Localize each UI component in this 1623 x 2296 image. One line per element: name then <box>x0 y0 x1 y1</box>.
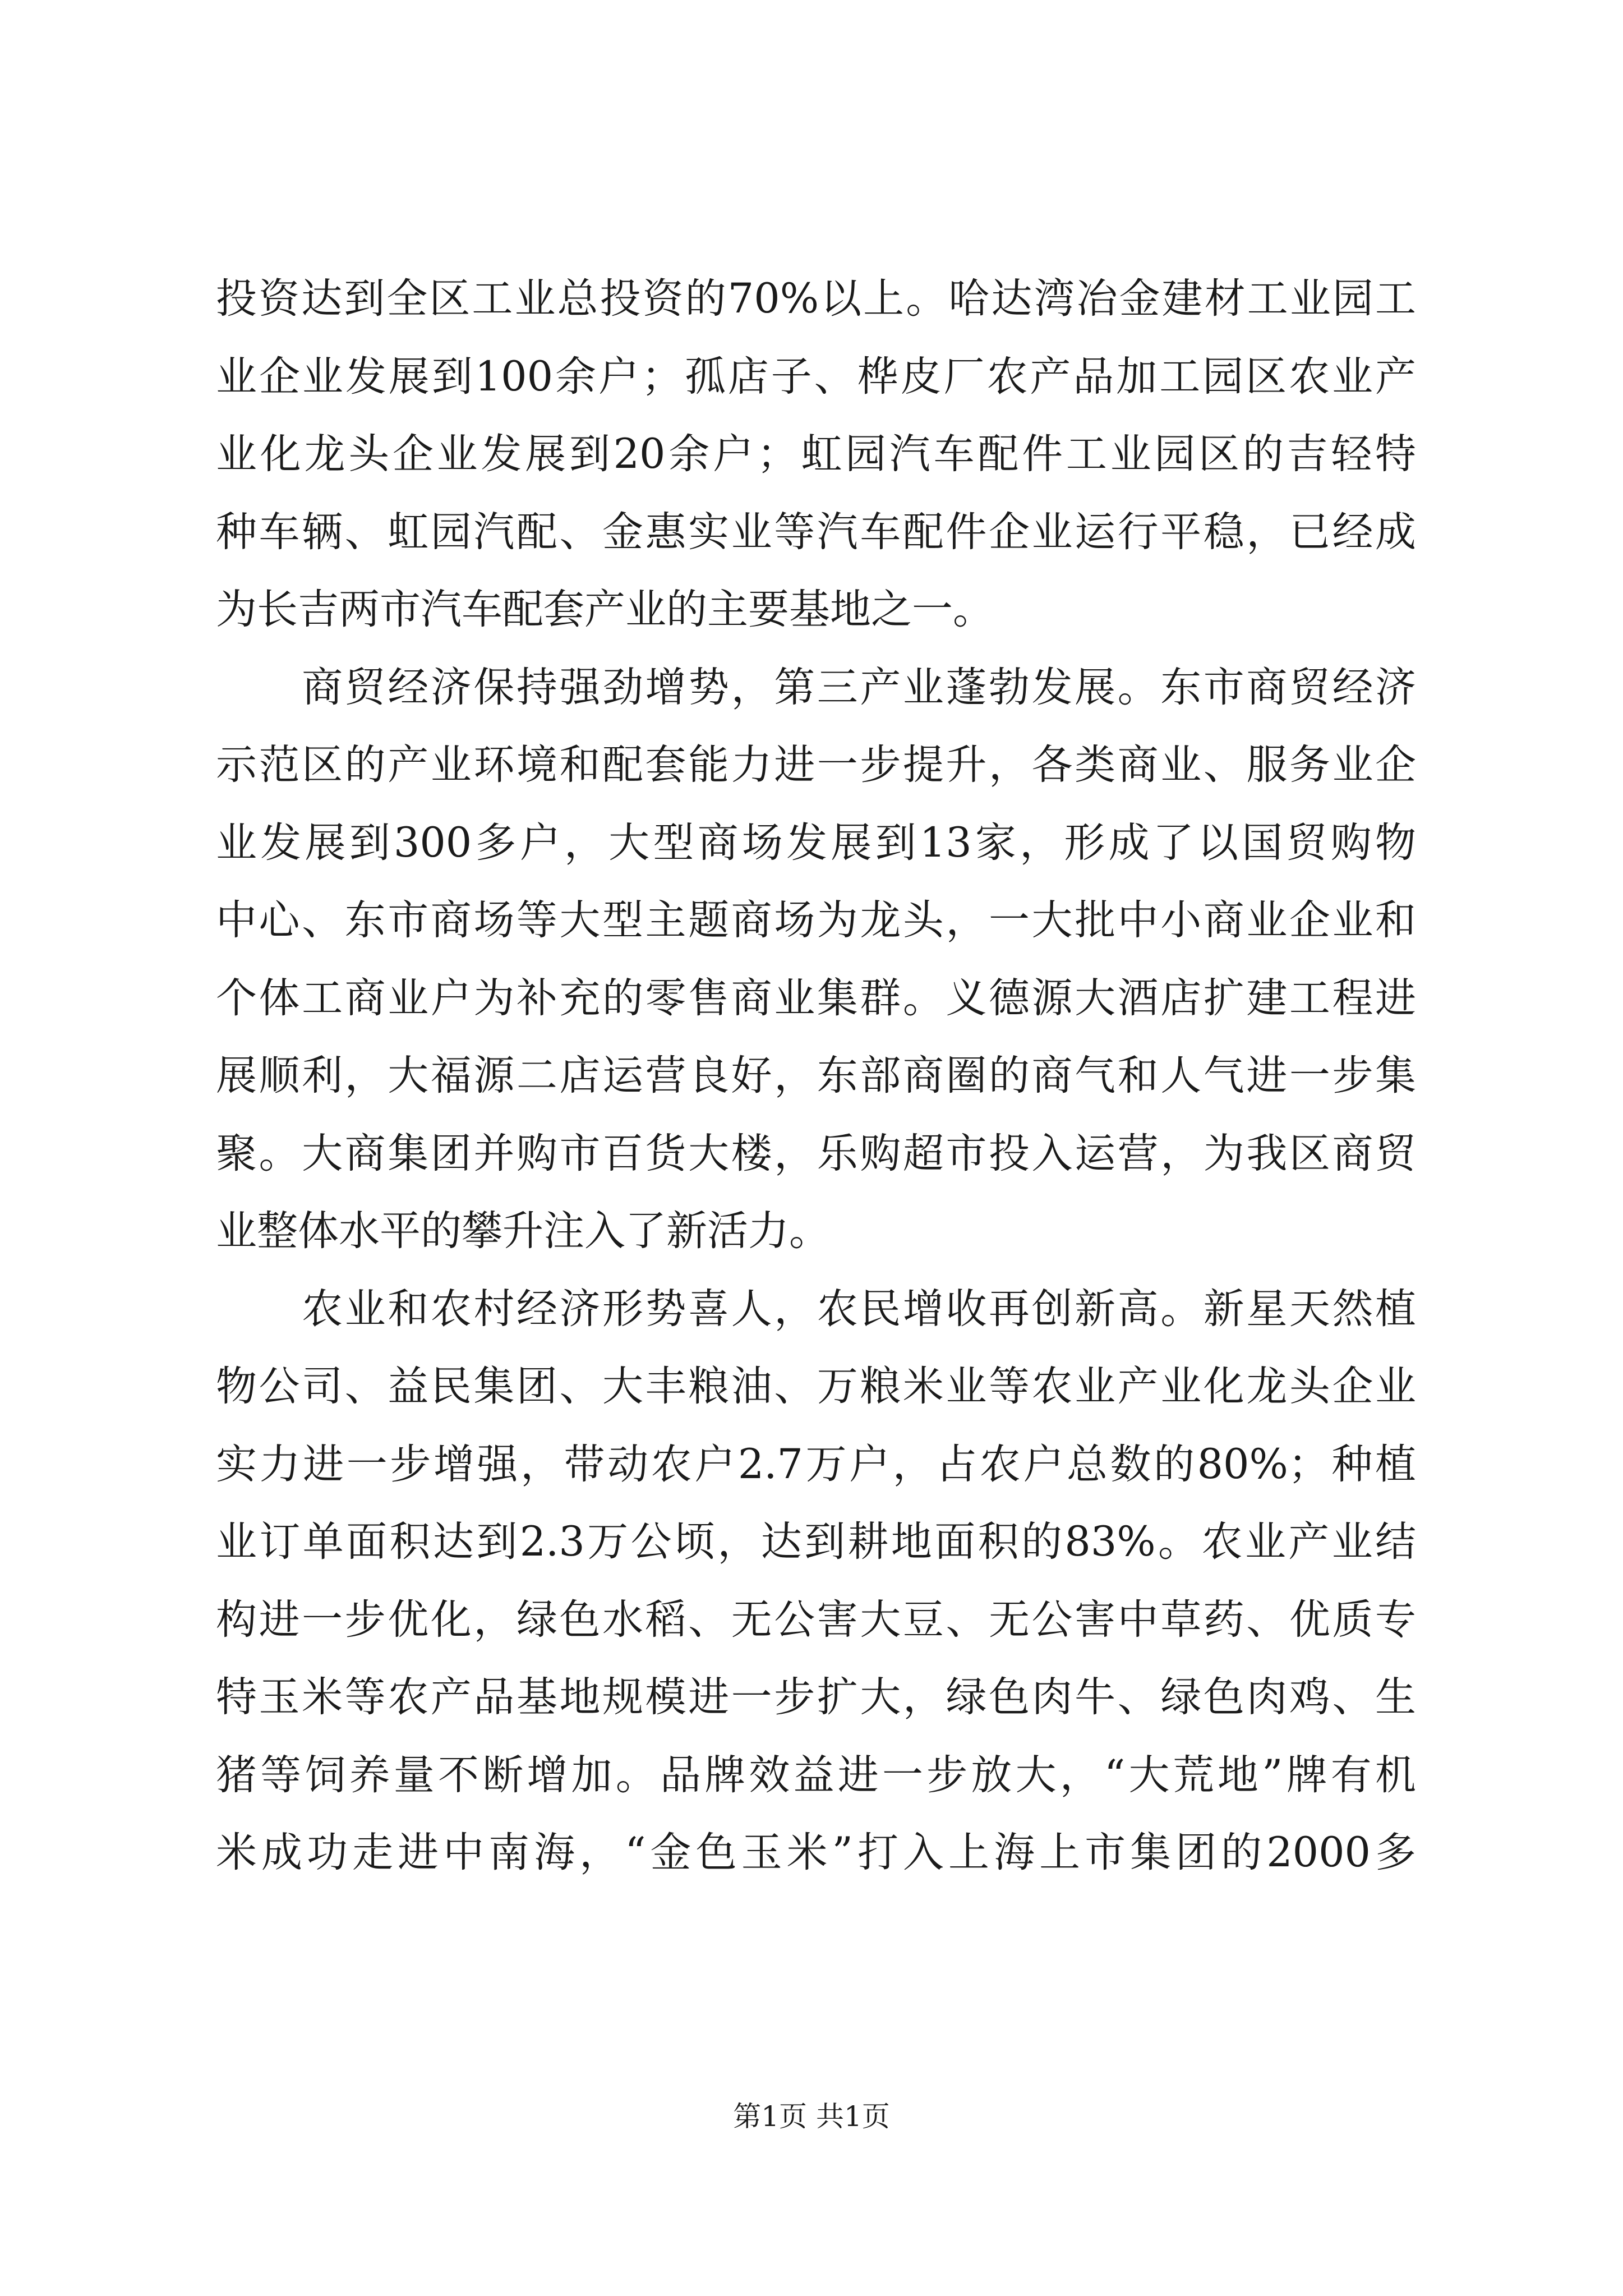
text-line: 业订单面积达到2.3万公顷，达到耕地面积的83%。农业产业结 <box>216 1518 1416 1566</box>
text-line: 中心、东市商场等大型主题商场为龙头，一大批中小商业企业和 <box>216 896 1416 944</box>
text-line: 业整体水平的攀升注入了新活力。 <box>216 1207 830 1255</box>
paragraph-3 <box>216 1271 1416 1892</box>
text-line: 示范区的产业环境和配套能力进一步提升，各类商业、服务业企 <box>216 741 1416 789</box>
paragraph-2 <box>216 649 1416 1271</box>
paragraph-1 <box>216 260 1416 649</box>
document-body <box>216 260 1416 1892</box>
text-line: 实力进一步增强，带动农户2.7万户，占农户总数的80%；种植 <box>216 1440 1416 1488</box>
text-line: 业发展到300多户，大型商场发展到13家，形成了以国贸购物 <box>216 818 1416 867</box>
text-line: 构进一步优化，绿色水稻、无公害大豆、无公害中草药、优质专 <box>216 1595 1416 1644</box>
text-line: 业化龙头企业发展到20余户；虹园汽车配件工业园区的吉轻特 <box>216 430 1416 478</box>
text-line: 种车辆、虹园汽配、金惠实业等汽车配件企业运行平稳，已经成 <box>216 508 1416 556</box>
text-line: 聚。大商集团并购市百货大楼，乐购超市投入运营，为我区商贸 <box>216 1129 1416 1177</box>
text-line: 投资达到全区工业总投资的70%以上。哈达湾冶金建材工业园工 <box>216 275 1416 323</box>
text-line: 商贸经济保持强劲增势，第三产业蓬勃发展。东市商贸经济 <box>216 663 1416 711</box>
text-line: 为长吉两市汽车配套产业的主要基地之一。 <box>216 586 994 633</box>
text-line: 展顺利，大福源二店运营良好，东部商圈的商气和人气进一步集 <box>216 1052 1416 1099</box>
text-line: 特玉米等农产品基地规模进一步扩大，绿色肉牛、绿色肉鸡、生 <box>216 1673 1416 1721</box>
text-line: 物公司、益民集团、大丰粮油、万粮米业等农业产业化龙头企业 <box>216 1363 1416 1410</box>
text-line: 米成功走进中南海，“金色玉米”打入上海上市集团的2000多 <box>216 1829 1416 1876</box>
text-line: 农业和农村经济形势喜人，农民增收再创新高。新星天然植 <box>216 1285 1416 1333</box>
text-line: 猪等饲养量不断增加。品牌效益进一步放大，“大荒地”牌有机 <box>216 1751 1416 1799</box>
text-line: 业企业发展到100余户；孤店子、桦皮厂农产品加工园区农业产 <box>216 352 1416 401</box>
page-number-footer: 第1页 共1页 <box>733 2100 890 2133</box>
text-line: 个体工商业户为补充的零售商业集群。义德源大酒店扩建工程进 <box>216 974 1416 1022</box>
